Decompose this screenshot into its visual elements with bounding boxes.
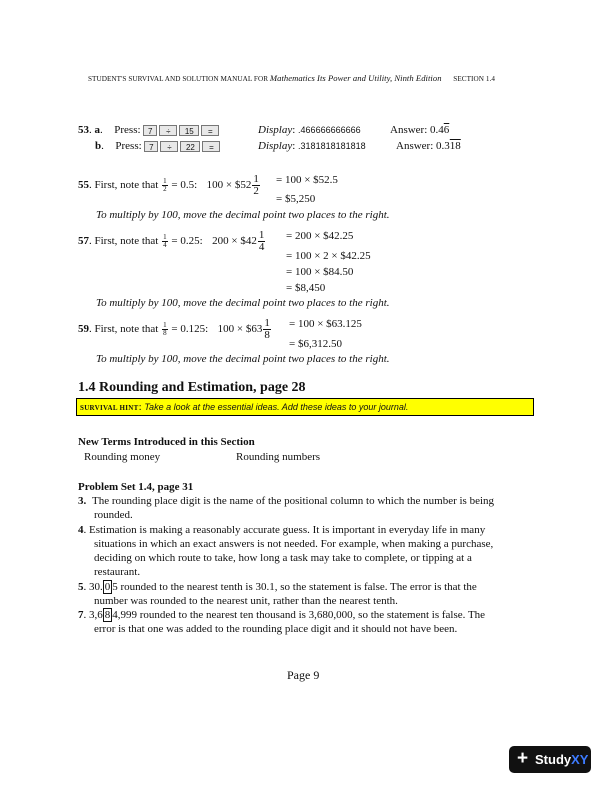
step-line: = 100 × $52.5 bbox=[276, 174, 338, 186]
problem-note: To multiply by 100, move the decimal point two places to the right. bbox=[96, 209, 390, 221]
problem-53a: 53. a. Press: 7 ÷ 15 = bbox=[78, 124, 221, 137]
rounding-digit-box: 0 bbox=[104, 581, 111, 593]
item-text: restaurant. bbox=[94, 566, 141, 578]
display-value: .466666666666 bbox=[298, 125, 361, 135]
answer-main: 0.4 bbox=[430, 124, 444, 136]
step-line: = 100 × 2 × $42.25 bbox=[286, 250, 371, 262]
press-label: Press: bbox=[115, 140, 142, 152]
part-label: b bbox=[95, 140, 102, 152]
problem-set-page: , page 31 bbox=[152, 481, 194, 493]
plus-icon: + bbox=[517, 748, 529, 769]
problem-intro: . First, note that bbox=[89, 323, 159, 336]
mixed-fraction: $\frac{1}{2}$ bbox=[253, 173, 259, 197]
expression-left: 100 × $52 bbox=[206, 179, 252, 192]
answer-53a bbox=[390, 124, 449, 137]
problem-item-3 bbox=[78, 495, 494, 508]
calc-key: = bbox=[201, 125, 219, 136]
item-text: situations in which an exact answers is not needed. For example, when making a purchase, bbox=[94, 538, 494, 550]
problem-set-title: Problem Set 1.4 bbox=[78, 481, 153, 493]
calc-key: ÷ bbox=[159, 125, 177, 136]
decimal-equivalent: = 0.125: bbox=[171, 323, 209, 336]
decimal-equivalent: = 0.5: bbox=[171, 179, 198, 192]
rounding-digit-box: 8 bbox=[104, 609, 111, 621]
item-text: . 3,6 bbox=[83, 609, 103, 621]
problem-59 bbox=[78, 318, 271, 341]
step-line: = $6,312.50 bbox=[289, 338, 342, 350]
answer-repeat: 6 bbox=[443, 124, 450, 136]
item-text: 5 rounded to the nearest tenth is 30.1, so the statement is false. The error is that the bbox=[112, 581, 477, 593]
problem-note: To multiply by 100, move the decimal point two places to the right. bbox=[96, 297, 390, 309]
calc-key: 22 bbox=[180, 141, 200, 152]
answer-53b bbox=[396, 140, 461, 153]
press-label: Press: bbox=[114, 124, 141, 136]
step-line: = $5,250 bbox=[276, 193, 316, 205]
item-text: error is that one was added to the rounding place digit and it should not have been. bbox=[94, 623, 458, 635]
problem-item-7 bbox=[78, 609, 485, 622]
item-number: 5 bbox=[78, 581, 84, 593]
item-text: number was rounded to the nearest unit, rather than the nearest tenth. bbox=[94, 595, 398, 607]
problem-number: 57 bbox=[78, 235, 89, 248]
calc-key: 7 bbox=[143, 125, 157, 136]
survival-hint-label: SURVIVAL HINT bbox=[80, 404, 139, 412]
section-heading: 1.4 Rounding and Estimation, page 28 bbox=[78, 380, 306, 395]
problem-set-heading bbox=[78, 481, 193, 494]
expression-left: 200 × $42 bbox=[212, 235, 257, 248]
page-number: Page 9 bbox=[287, 668, 320, 682]
expression-left: 100 × $63 bbox=[217, 323, 263, 336]
calc-key: ÷ bbox=[160, 141, 178, 152]
display-label: Display bbox=[258, 124, 293, 136]
header-prefix: STUDENT'S SURVIVAL AND SOLUTION MANUAL FOR bbox=[88, 75, 269, 83]
term-item: Rounding numbers bbox=[236, 451, 321, 463]
answer-label: Answer: bbox=[396, 140, 434, 152]
survival-hint-text: Take a look at the essential ideas. Add these ideas to your journal. bbox=[144, 402, 409, 412]
brand-logo: StudyXY bbox=[535, 752, 589, 767]
problem-note: To multiply by 100, move the decimal point two places to the right. bbox=[96, 353, 390, 365]
display-value: .3181818181818 bbox=[298, 141, 366, 151]
item-text: . 30. bbox=[83, 581, 103, 593]
step-line: = 100 × $84.50 bbox=[286, 266, 354, 278]
fraction: $\frac{1}{8}$ bbox=[163, 321, 167, 337]
display-53b: Display: .3181818181818 bbox=[258, 140, 366, 152]
problem-number: 55 bbox=[78, 179, 89, 192]
step-line: = 200 × $42.25 bbox=[286, 230, 354, 242]
item-text: rounded. bbox=[94, 509, 133, 521]
header-book-title: Mathematics Its Power and Utility, Ninth Edition bbox=[269, 73, 442, 83]
item-text: The rounding place digit is the name of the positional column to which the number is being bbox=[92, 495, 495, 507]
problem-item-5 bbox=[78, 581, 477, 594]
calc-key: 7 bbox=[144, 141, 158, 152]
decimal-equivalent: = 0.25: bbox=[171, 235, 203, 248]
problem-57 bbox=[78, 230, 265, 253]
fraction: $\frac{1}{4}$ bbox=[163, 233, 167, 249]
item-text: 4,999 rounded to the nearest ten thousand is 3,680,000, so the statement is false. The bbox=[112, 609, 486, 621]
new-terms-heading: New Terms Introduced in this Section bbox=[78, 436, 255, 448]
step-line: = $8,450 bbox=[286, 282, 326, 294]
step-line: = 100 × $63.125 bbox=[289, 318, 362, 330]
item-text: deciding on which route to take, how long a task may take to complete, or tipping at a bbox=[94, 552, 472, 564]
item-number: 3. bbox=[78, 495, 87, 507]
answer-repeat: 18 bbox=[449, 140, 461, 152]
item-number: 7 bbox=[78, 609, 84, 621]
term-item: Rounding money bbox=[84, 451, 161, 463]
problem-55 bbox=[78, 174, 260, 197]
header-section: SECTION 1.4 bbox=[453, 75, 495, 83]
item-number: 4 bbox=[78, 524, 84, 536]
item-text: . Estimation is making a reasonably accurate guess. It is important in everyday life in many bbox=[83, 524, 486, 536]
running-header bbox=[88, 73, 548, 83]
problem-53b: b. Press: 7 ÷ 22 = bbox=[95, 140, 222, 153]
problem-item-4 bbox=[78, 524, 485, 537]
answer-label: Answer: bbox=[390, 124, 428, 136]
problem-intro: . First, note that bbox=[89, 235, 159, 248]
mixed-fraction: $\frac{1}{8}$ bbox=[264, 317, 270, 341]
display-53a: Display: .466666666666 bbox=[258, 124, 361, 136]
fraction: $\frac{1}{2}$ bbox=[163, 177, 167, 193]
calc-key: 15 bbox=[179, 125, 199, 136]
display-label: Display bbox=[258, 140, 293, 152]
mixed-fraction: $\frac{1}{4}$ bbox=[258, 229, 265, 253]
problem-number: 59 bbox=[78, 323, 89, 336]
survival-hint-box: SURVIVAL HINT: Take a look at the essential ideas. Add these ideas to your journal. bbox=[76, 398, 534, 416]
part-label: a bbox=[94, 124, 100, 136]
calc-key: = bbox=[202, 141, 220, 152]
studyxy-badge[interactable] bbox=[509, 746, 591, 773]
problem-number: 53 bbox=[78, 124, 89, 136]
problem-intro: . First, note that bbox=[89, 179, 159, 192]
answer-main: 0.3 bbox=[436, 140, 450, 152]
